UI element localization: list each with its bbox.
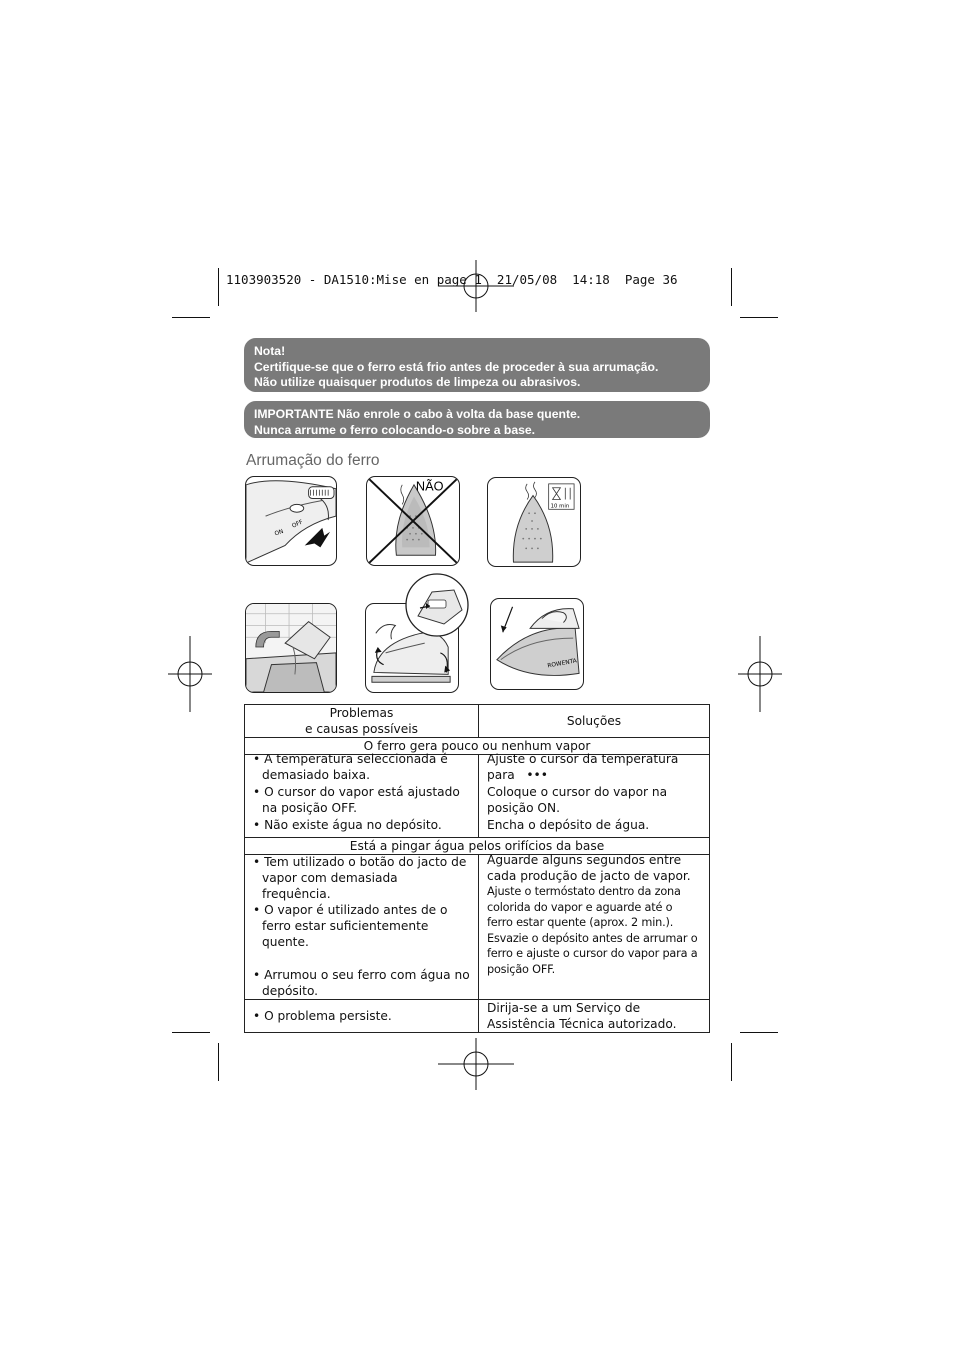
crop-mark [740,1032,778,1033]
crop-mark [218,268,219,306]
troubleshooting-table [244,704,710,1033]
on-label: ON [273,528,285,538]
registration-mark-right [738,636,782,712]
important-text: Não enrole o cabo à volta da base quente. [333,407,581,421]
table-header-row [245,705,710,738]
registration-mark-left [168,636,212,712]
list-item: • A temperatura seleccionada é demasiado baixa. [253,752,448,783]
list-item: Coloque o cursor do vapor na posição ON. [487,784,668,816]
table-row [245,999,710,1032]
header-problems: Problemas e causas possíveis [245,705,479,738]
ten-min-label: 10 min [550,503,570,510]
problems-cell [245,752,479,838]
problems-cell [245,855,479,1000]
figure-empty-water [245,603,337,693]
temperature-dots: ••• [526,768,548,783]
list-item: Ajuste o termóstato dentro da zona colorida do vapor e aguarde até o ferro estar quente (aprox. 2 min.). [487,885,681,929]
list-item: Aguarde alguns segundos entre cada produção de jacto de vapor. [487,853,691,883]
note-text: Não utilize quaisquer produtos de limpeza ou abrasivos. [254,375,581,389]
crop-mark [731,268,732,306]
solutions-cell: Dirija-se a um Serviço de Assistência Técnica autorizado. [479,999,710,1032]
important-text: Nunca arrume o ferro colocando-o sobre a base. [254,422,536,437]
figure-cool-down [487,477,581,567]
list-item: • Tem utilizado o botão do jacto de vapor com demasiada frequência. [253,855,467,902]
registration-mark-top [438,260,514,312]
section-title: Arrumação do ferro [246,452,380,469]
list-item: Ajuste o cursor da temperatura [487,752,679,766]
problems-cell: • O problema persiste. [245,999,479,1032]
figure-heel-rest [490,598,584,690]
table-row [245,855,710,1000]
list-item: Esvazie o depósito antes de arrumar o ferro e ajuste o cursor do vapor para a posição OFF. [487,931,698,976]
section-title-dripping: Está a pingar água pelos orifícios da base [245,838,710,855]
brand-label: ROWENTA [547,658,578,670]
list-item: Encha o depósito de água. [487,817,650,832]
solutions-cell [479,855,710,1000]
important-box [244,401,710,438]
crop-mark [172,1032,210,1033]
list-item: • O vapor é utilizado antes de o ferro estar suficientemente quente. [253,903,448,950]
list-item: • Não existe água no depósito. [253,817,442,832]
note-text: Certifique-se que o ferro está frio antes de proceder à sua arrumação. [254,359,659,374]
registration-mark-bottom [438,1038,514,1090]
list-item: • Arrumou o seu ferro com água no depósito. [253,967,470,998]
section-title-steam: O ferro gera pouco ou nenhum vapor [245,738,710,755]
list-item: • O cursor do vapor está ajustado na posição OFF. [253,784,460,816]
off-label: OFF [291,519,305,530]
table-row [245,755,710,838]
print-header: 1103903520 - DA1510:Mise en page 1 21/05/08 14:18 Page 36 [226,272,678,287]
solutions-cell [479,752,710,838]
figure-nao-soleplate [366,476,460,566]
list-item: para ••• [487,768,548,783]
header-solutions: Soluções [479,705,710,738]
crop-mark [172,317,210,318]
crop-mark [218,1043,219,1081]
crop-mark [731,1043,732,1081]
important-line [254,407,700,423]
nao-label: NÃO [415,478,444,494]
note-box [244,338,710,392]
figure-steam-off [245,476,337,566]
crop-mark [740,317,778,318]
figure-zoom-detail [404,572,470,638]
note-title: Nota! [254,344,286,358]
important-label: IMPORTANTE [254,407,334,421]
